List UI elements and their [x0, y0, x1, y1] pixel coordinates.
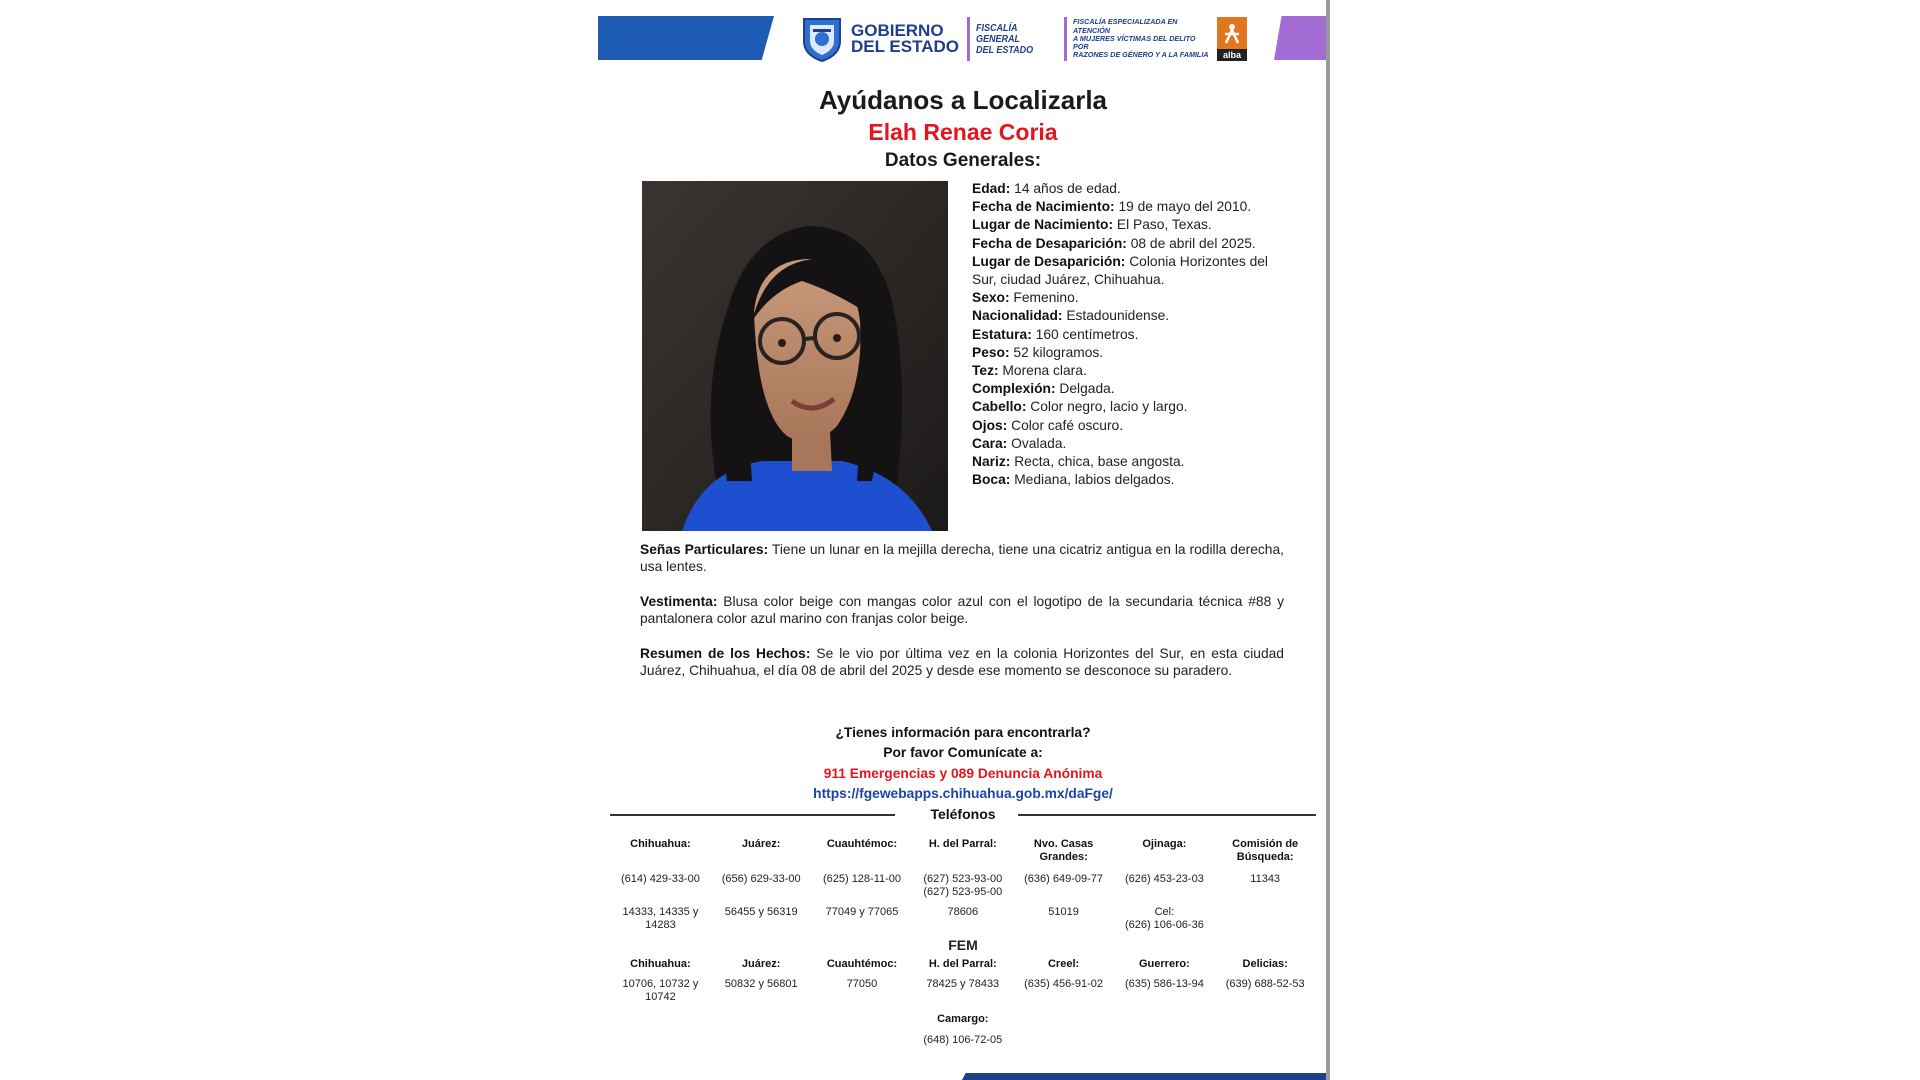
detail-row: Estatura: 160 centímetros.	[972, 326, 1139, 342]
fem-city-row	[610, 958, 1316, 971]
camargo-label: Camargo:	[937, 1013, 989, 1025]
phones-table	[610, 838, 1316, 1046]
detail-row: Tez: Morena clara.	[972, 363, 1087, 379]
fem-number: (635) 456-91-02	[1024, 978, 1104, 990]
scrollbar[interactable]	[1326, 0, 1330, 1080]
phone-extension	[1215, 906, 1316, 931]
phone-number: 11343	[1250, 873, 1281, 885]
phone-extension: 78606	[947, 906, 979, 918]
detail-row: Peso: 52 kilogramos.	[972, 344, 1104, 360]
city-label: Chihuahua:	[630, 838, 691, 850]
logo-government-line1: GOBIERNO	[851, 21, 944, 40]
alba-figure-icon	[1223, 23, 1241, 45]
logo-divider	[967, 17, 970, 61]
logo-divider	[1064, 17, 1067, 61]
logo-fiscalia-line1: FISCALÍA GENERAL	[976, 22, 1021, 45]
logo-government-text	[851, 23, 959, 55]
phone-number: (656) 629-33-00	[721, 873, 801, 885]
clothing-description: Vestimenta: Blusa color beige con mangas color azul con el logotipo de la secundaria técnica #88 y pantalonera color azul marino con franjas color beige.	[640, 594, 1284, 626]
logo-fem-text	[1073, 18, 1209, 59]
city-label: Ojinaga:	[1142, 838, 1187, 850]
state-shield-icon	[801, 15, 843, 63]
fem-number: 10706, 10732 y 10742	[622, 978, 699, 1003]
events-summary: Resumen de los Hechos: Se le vio por última vez en la colonia Horizontes del Sur, en esta ciudad Juárez, Chihuahua, el día 08 de abril del 2025 y desde ese momento se desconoce su paradero.	[640, 646, 1284, 678]
alba-label: alba	[1217, 49, 1247, 61]
detail-row: Cara: Ovalada.	[972, 435, 1067, 451]
logo-fiscalia-text	[976, 23, 1048, 56]
phone-extension: Cel: (626) 106-06-36	[1124, 906, 1204, 931]
detail-row: Nacionalidad: Estadounidense.	[972, 308, 1170, 324]
header-logos	[801, 14, 1247, 64]
phone-extension: 56455 y 56319	[724, 906, 798, 918]
fem-city-label: H. del Parral:	[928, 957, 997, 970]
detail-row: Lugar de Nacimiento: El Paso, Texas.	[972, 217, 1212, 233]
detail-row: Cabello: Color negro, lacio y largo.	[972, 399, 1188, 415]
fem-number: (639) 688-52-53	[1225, 978, 1305, 990]
alba-logo	[1217, 17, 1247, 61]
fem-title: FEM	[948, 937, 978, 953]
portrait-illustration	[642, 181, 948, 531]
phones-city-row	[610, 838, 1316, 863]
logo-fiscalia-line2: DEL ESTADO	[976, 44, 1034, 56]
fem-city-label: Creel:	[1047, 957, 1080, 970]
detail-row: Lugar de Desaparición: Colonia Horizontes del Sur, ciudad Juárez, Chihuahua.	[972, 253, 1268, 288]
fem-city-label: Guerrero:	[1139, 957, 1190, 970]
missing-person-poster	[598, 0, 1328, 1080]
detail-row: Sexo: Femenino.	[972, 290, 1079, 306]
divider-right	[1018, 814, 1316, 816]
person-photo	[642, 181, 948, 531]
detail-row: Fecha de Desaparición: 08 de abril del 2025.	[972, 235, 1256, 251]
phone-number: (627) 523-93-00 (627) 523-95-00	[923, 873, 1003, 898]
fem-city-label: Chihuahua:	[630, 957, 691, 970]
camargo-block	[912, 1013, 1013, 1046]
contact-please: Por favor Comunícate a:	[883, 745, 1043, 760]
header-blue-band	[598, 16, 774, 60]
phone-extension: 14333, 14335 y 14283	[622, 906, 699, 931]
detail-row: Ojos: Color café oscuro.	[972, 417, 1124, 433]
logo-government-line2: DEL ESTADO	[851, 37, 959, 56]
phones-extension-row	[610, 906, 1316, 931]
detail-row: Complexión: Delgada.	[972, 381, 1115, 397]
fem-city-label: Juárez:	[741, 957, 781, 970]
detail-row: Nariz: Recta, chica, base angosta.	[972, 454, 1185, 470]
detail-row: Fecha de Nacimiento: 19 de mayo del 2010.	[972, 199, 1252, 215]
city-label: H. del Parral:	[928, 838, 997, 850]
logo-fem-line2: A MUJERES VÍCTIMAS DEL DELITO POR	[1073, 33, 1196, 52]
logo-fem-line3: RAZONES DE GÉNERO Y A LA FAMILIA	[1073, 50, 1209, 60]
distinguishing-marks: Señas Particulares: Tiene un lunar en la mejilla derecha, tiene una cicatriz antigua en la rodilla derecha, usa lentes.	[640, 542, 1284, 574]
city-label: Nvo. Casas Grandes:	[1033, 838, 1094, 863]
header-purple-band	[1274, 16, 1328, 60]
city-label: Cuauhtémoc:	[826, 838, 898, 850]
fem-number: (635) 586-13-94	[1124, 978, 1204, 990]
phones-number-row	[610, 873, 1316, 898]
detail-row: Boca: Mediana, labios delgados.	[972, 472, 1175, 488]
general-data-list	[972, 180, 1292, 489]
phones-title: Teléfonos	[930, 806, 996, 822]
city-label: Juárez:	[741, 838, 781, 850]
logo-fem-line1: FISCALÍA ESPECIALIZADA EN ATENCIÓN	[1073, 17, 1178, 35]
fem-number: 50832 y 56801	[724, 978, 798, 990]
fem-city-label: Cuauhtémoc:	[826, 957, 898, 970]
contact-question: ¿Tienes información para encontrarla?	[835, 725, 1091, 740]
report-link[interactable]: https://fgewebapps.chihuahua.gob.mx/daFge/	[813, 786, 1113, 801]
camargo-number: (648) 106-72-05	[923, 1033, 1003, 1046]
footer-bar	[962, 1073, 1328, 1080]
person-name: Elah Renae Coria	[868, 119, 1058, 145]
page-title: Ayúdanos a Localizarla	[818, 85, 1108, 115]
city-label: Comisión de Búsqueda:	[1232, 838, 1299, 863]
phone-extension: 51019	[1048, 906, 1079, 918]
fem-number: 77050	[846, 978, 878, 990]
phone-extension: 77049 y 77065	[825, 906, 899, 918]
emergency-numbers: 911 Emergencias y 089 Denuncia Anónima	[823, 766, 1103, 781]
fem-number: 78425 y 78433	[926, 978, 1000, 990]
phone-number: (626) 453-23-03	[1124, 873, 1204, 885]
phone-number: (625) 128-11-00	[822, 873, 902, 885]
section-title: Datos Generales:	[884, 150, 1042, 171]
phone-number: (636) 649-09-77	[1024, 873, 1104, 885]
detail-row: Edad: 14 años de edad.	[972, 181, 1121, 196]
divider-left	[610, 814, 895, 816]
phone-number: (614) 429-33-00	[620, 873, 700, 885]
fem-city-label: Delicias:	[1242, 957, 1288, 970]
fem-number-row	[610, 978, 1316, 1003]
